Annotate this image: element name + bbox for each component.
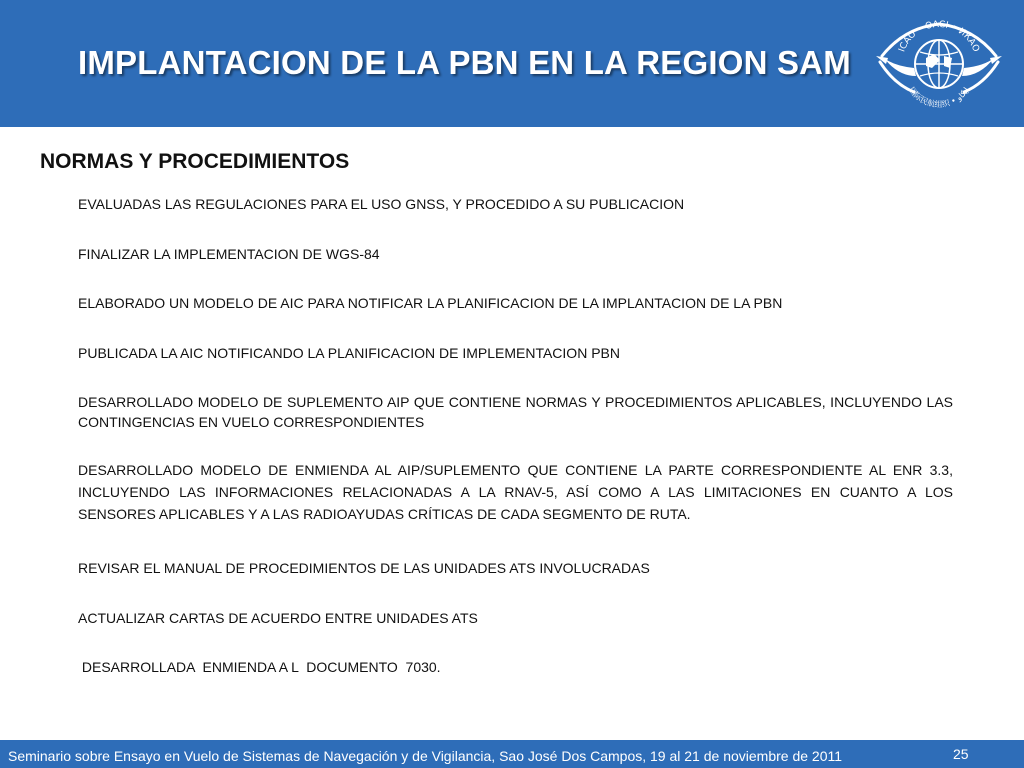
list-item: EVALUADAS LAS REGULACIONES PARA EL USO GNSS, Y PROCEDIDO A SU PUBLICACION: [78, 196, 685, 212]
list-item: DESARROLLADO MODELO DE ENMIENDA AL AIP/SUPLEMENTO QUE CONTIENE LA PARTE CORRESPONDIENTE AL ENR 3.3, INCLUYENDO LAS INFORMACIONES RELACIONADAS A LA RNAV-5, ASÍ COMO A LAS LIMITACIONES EN CUANTO A LOS SENSORES APLICABLES Y A LAS RADIOAYUDAS CRÍTICAS DE CADA SEGMENTO DE RUTA.: [78, 462, 953, 522]
slide-header: [0, 0, 1024, 127]
logo-bottom-text: 国际民航组织 • ايكاو: [906, 85, 971, 110]
slide-footer: [0, 740, 1024, 768]
list-item: REVISAR EL MANUAL DE PROCEDIMIENTOS DE LAS UNIDADES ATS INVOLUCRADAS: [78, 560, 650, 576]
list-item: PUBLICADA LA AIC NOTIFICANDO LA PLANIFICACION DE IMPLEMENTACION PBN: [78, 345, 620, 361]
icao-emblem-icon: [874, 6, 1004, 118]
list-item: FINALIZAR LA IMPLEMENTACION DE WGS-84: [78, 246, 380, 262]
slide-title: IMPLANTACION DE LA PBN EN LA REGION SAM: [78, 44, 851, 81]
page-number: 25: [953, 746, 969, 762]
footer-text: Seminario sobre Ensayo en Vuelo de Sistemas de Navegación y de Vigilancia, Sao José Dos Campos, 19 al 21 de noviembre de 2011: [8, 748, 843, 764]
list-item: ACTUALIZAR CARTAS DE ACUERDO ENTRE UNIDADES ATS: [78, 610, 478, 626]
logo-top-text: ICAO • OACI • ИКАО: [897, 19, 981, 54]
svg-text:国际民航组织 • ايكاو: [907, 86, 971, 110]
list-item: DESARROLLADA ENMIENDA A L DOCUMENTO 7030.: [78, 659, 441, 675]
list-item: DESARROLLADO MODELO DE SUPLEMENTO AIP QUE CONTIENE NORMAS Y PROCEDIMIENTOS APLICABLES, INCLUYENDO LAS CONTINGENCIAS EN VUELO CORRESPONDIENTES: [78, 394, 953, 430]
list-item: ELABORADO UN MODELO DE AIC PARA NOTIFICAR LA PLANIFICACION DE LA IMPLANTACION DE LA PBN: [78, 295, 783, 311]
section-heading: NORMAS Y PROCEDIMIENTOS: [40, 150, 350, 173]
